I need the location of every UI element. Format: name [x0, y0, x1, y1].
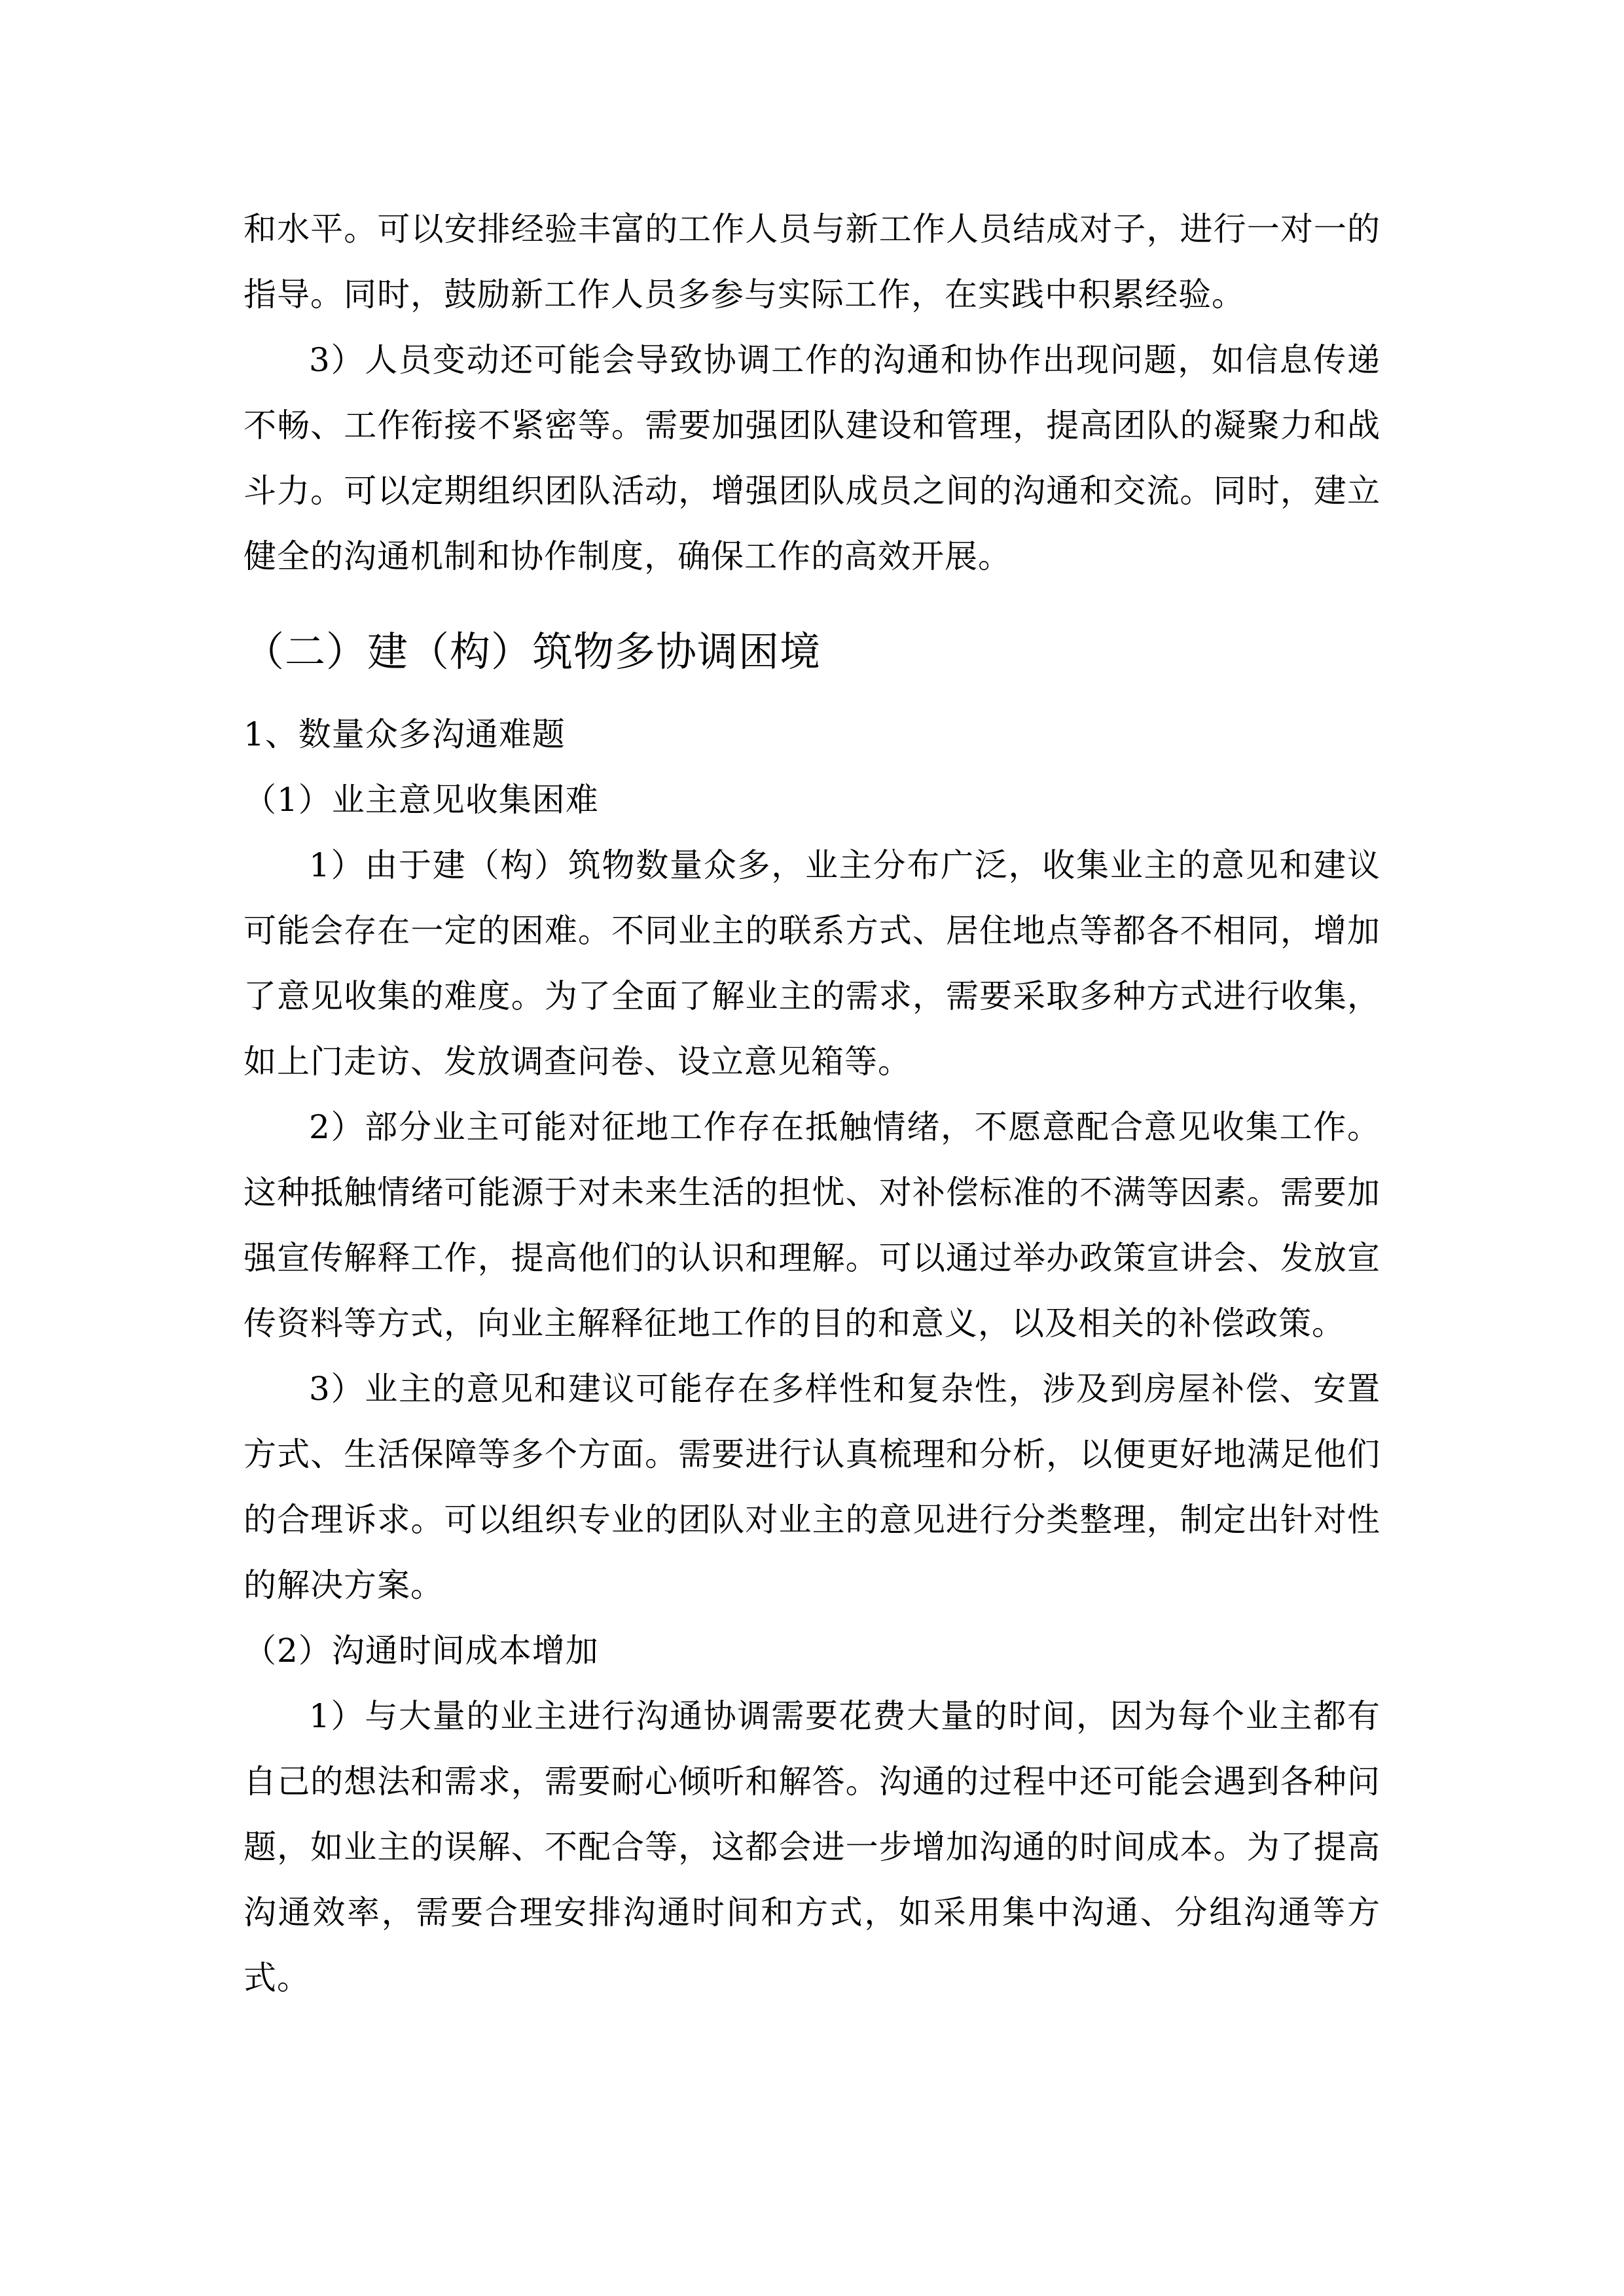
paragraph-communication-time: 1）与大量的业主进行沟通协调需要花费大量的时间，因为每个业主都有自己的想法和需求，需要耐心倾听和解答。沟通的过程中还可能会遇到各种问题，如业主的误解、不配合等，这都会进一步增加沟通的时间成本。为了提高沟通效率，需要合理安排沟通时间和方式，如采用集中沟通、分组沟通等方式。 — [244, 1697, 1380, 1997]
paragraph-owner-resistance: 2）部分业主可能对征地工作存在抵触情绪，不愿意配合意见收集工作。这种抵触情绪可能源于对未来生活的担忧、对补偿标准的不满等因素。需要加强宣传解释工作，提高他们的认识和理解。可以通过举办政策宣讲会、发放宣传资料等方式，向业主解释征地工作的目的和意义，以及相关的补偿政策。 — [244, 1108, 1380, 1342]
paragraph-personnel-change: 3）人员变动还可能会导致协调工作的沟通和协作出现问题，如信息传递不畅、工作衔接不紧密等。需要加强团队建设和管理，提高团队的凝聚力和战斗力。可以定期组织团队活动，增强团队成员之间的沟通和交流。同时，建立健全的沟通机制和协作制度，确保工作的高效开展。 — [244, 341, 1380, 575]
subsection-heading-numerous-communication: 1、数量众多沟通难题 — [244, 715, 566, 753]
subheading-owner-opinion-collection: （1）业主意见收集困难 — [244, 781, 599, 819]
subheading-communication-time-cost: （2）沟通时间成本增加 — [244, 1632, 599, 1670]
paragraph-continuation: 和水平。可以安排经验丰富的工作人员与新工作人员结成对子，进行一对一的指导。同时，鼓励新工作人员多参与实际工作，在实践中积累经验。 — [244, 210, 1380, 314]
paragraph-opinion-collection-difficulty: 1）由于建（构）筑物数量众多，业主分布广泛，收集业主的意见和建议可能会存在一定的困难。不同业主的联系方式、居住地点等都各不相同，增加了意见收集的难度。为了全面了解业主的需求，需要采取多种方式进行收集，如上门走访、发放调查问卷、设立意见箱等。 — [244, 846, 1380, 1081]
document-content — [244, 196, 1380, 2011]
paragraph-opinion-diversity: 3）业主的意见和建议可能存在多样性和复杂性，涉及到房屋补偿、安置方式、生活保障等多个方面。需要进行认真梳理和分析，以便更好地满足他们的合理诉求。可以组织专业的团队对业主的意见进行分类整理，制定出针对性的解决方案。 — [244, 1370, 1380, 1604]
section-heading-structures-coordination: （二）建（构）筑物多协调困境 — [244, 628, 821, 675]
